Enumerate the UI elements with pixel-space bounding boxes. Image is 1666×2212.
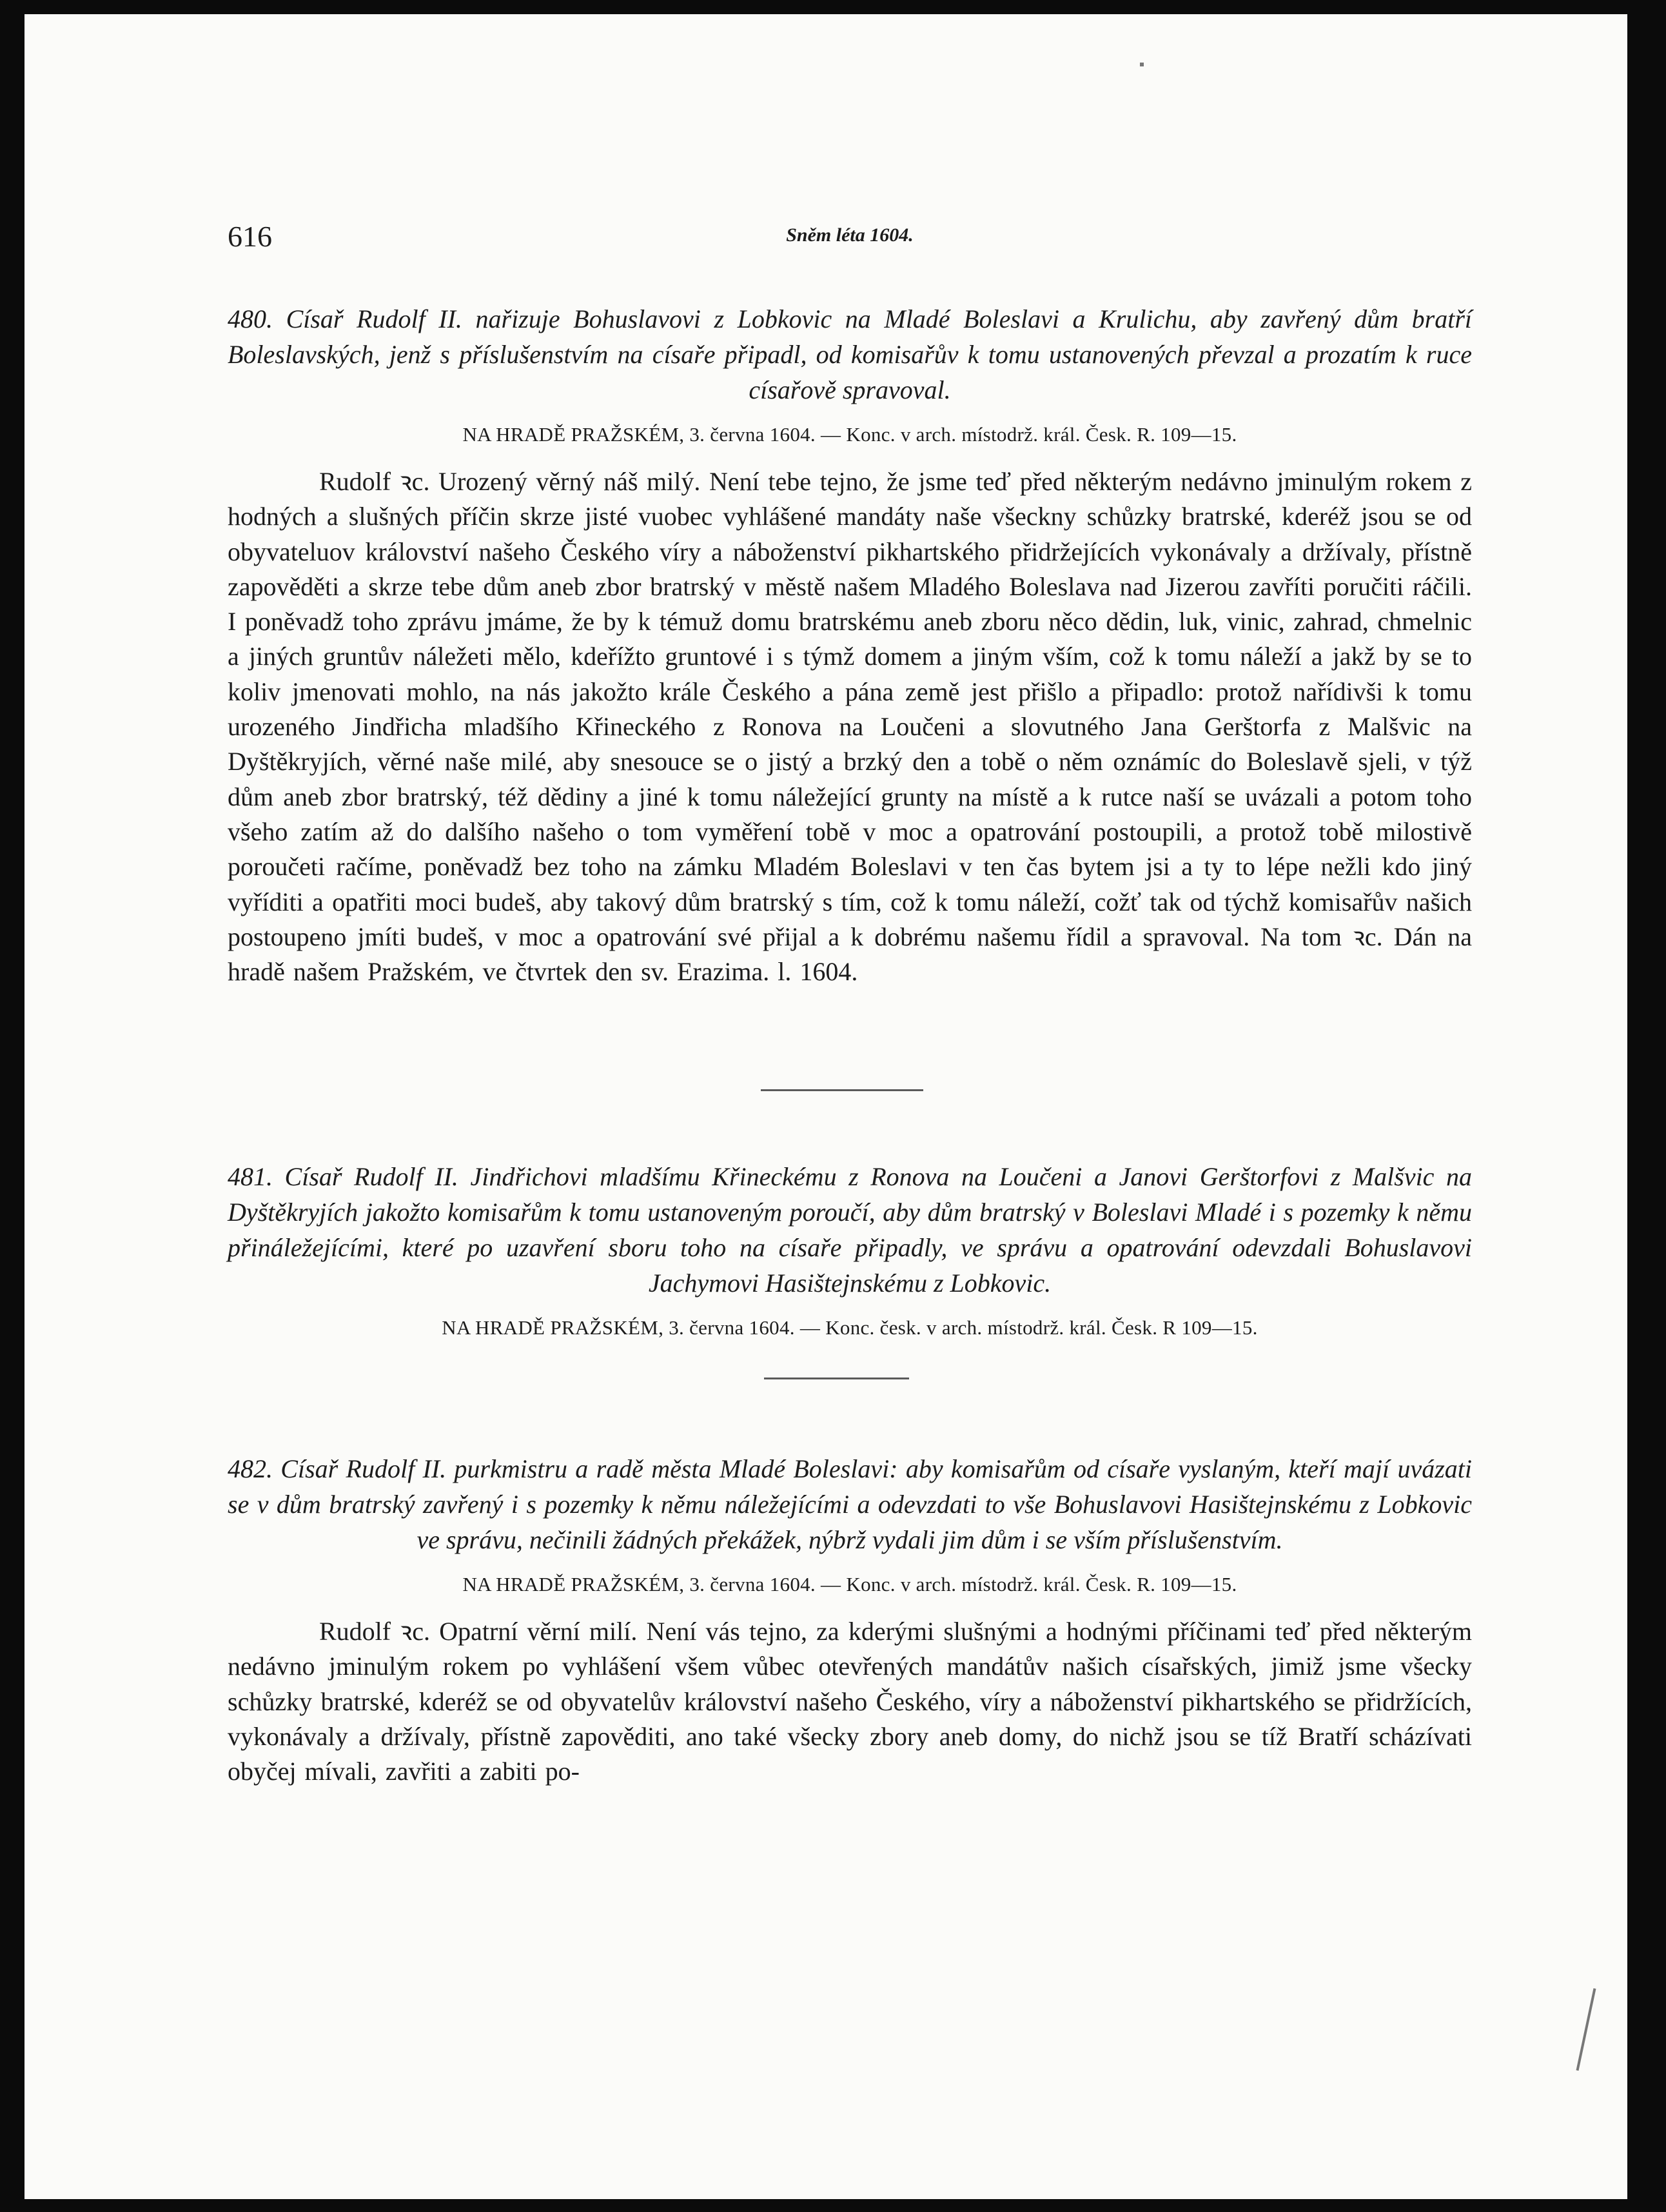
scan-mark (1576, 1988, 1596, 2071)
entry-482 (228, 1451, 1472, 1789)
section-separator (764, 1378, 909, 1379)
entry-480 (228, 301, 1472, 989)
page-number: 616 (228, 220, 272, 253)
document-page (24, 14, 1627, 2199)
entry-481 (228, 1159, 1472, 1341)
entry-body: Rudolf ꝛc. Opatrní věrní milí. Není vás tejno, za kderými slušnými a hodnými příčinami teď před některým nedávno jminulým rokem po vyhlášení všem vůbec otevřených mandátův našich císařských, jimiž jsme všecky schůzky bratrské, kderéž se od obyvatelův království našeho Českého, víry a náboženství pikhartského se přidržících, vykonávaly a držívaly, přístně zapověditi, ano také všecky zbory aneb domy, do nichž jsou se tíž Bratří scházívati obyčej mívali, zavřiti a zabiti po- (228, 1617, 1472, 1786)
running-title: Sněm léta 1604. (786, 224, 914, 246)
entry-body: Rudolf ꝛc. Urozený věrný náš milý. Není tebe tejno, že jsme teď před některým nedávno jminulým rokem z hodných a slušných příčin skrze jisté vuobec vyhlášené mandáty naše všeckny schůzky bratrské, kderéž jsou se od obyvateluov království našeho Českého víry a náboženství pikhartského přidržejících vykonávaly a držívaly, přístně zapověděti a skrze tebe dům aneb zbor bratrský v městě našem Mladého Boleslava nad Jizerou zavříti poručiti ráčili. I poněvadž toho zprávu jmáme, že by k témuž domu bratrskému aneb zboru něco dědin, luk, vinic, zahrad, chmelnic a jiných gruntův náležeti mělo, kdeřížto gruntové i s týmž domem a jiným vším, což k tomu náleží a jakž by se to koliv jmenovati mohlo, na nás jakožto krále Českého a pána země jest přišlo a připadlo: protož nařídivši k tomu urozeného Jindřicha mladšího Křineckého z Ronova na Loučeni a slovutného Jana Gerštorfa z Malšvic na Dyštěkryjích, věrné naše milé, aby snesouce se o jistý a brzký den a tobě o něm oznámíc do Boleslavě sjeli, v týž dům aneb zbor bratrský, též dědiny a jiné k tomu náležející grunty na místě a k rutce naší se uvázali a potom toho všeho zatím až do dalšího našeho o tom vyměření tobě v moc a opatrování postoupili, a protož tobě milostivě poroučeti račíme, poněvadž bez toho na zámku Mladém Boleslavi v ten čas bytem jsi a ty to lépe nežli kdo jiný vyříditi a opatřiti moci budeš, aby takový dům bratrský s tím, což k tomu náleží, cožť tak od týchž komisařův našich postoupeno jmíti budeš, v moc a opatrování své přijal a k dobrému našemu řídil a spravoval. Na tom ꝛc. Dán na hradě našem Pražském, ve čtvrtek den sv. Erazima. l. 1604. (228, 467, 1472, 987)
entry-source: NA HRADĚ PRAŽSKÉM, 3. června 1604. — Konc. v arch. místodrž. král. Česk. R. 109—15. (462, 1573, 1237, 1595)
entry-heading: 482. Císař Rudolf II. purkmistru a radě města Mladé Boleslavi: aby komisařům od císaře vyslaným, kteří mají uvázati se v dům bratrský zavřený i s pozemky k němu náležejícími a odevzdati to vše Bohuslavovi Hasištejnskému z Lobkovic ve správu, nečinili žádných překážek, nýbrž vydali jim dům i se vším příslušenstvím. (228, 1454, 1472, 1554)
section-separator (761, 1089, 923, 1091)
entry-source: NA HRADĚ PRAŽSKÉM, 3. června 1604. — Konc. v arch. místodrž. král. Česk. R. 109—15. (462, 423, 1237, 446)
scan-speck (1140, 63, 1144, 66)
entry-heading: 481. Císař Rudolf II. Jindřichovi mladšímu Křineckému z Ronova na Loučeni a Janovi Gerštorfovi z Malšvic na Dyštěkryjích jakožto komisařům k tomu ustanoveným poroučí, aby dům bratrský v Boleslavi Mladé i s pozemky k němu přináležejícími, které po uzavření sboru toho na císaře připadly, ve správu a opatrování odevzdali Bohuslavovi Jachymovi Hasištejnskému z Lobkovic. (228, 1162, 1472, 1298)
entry-source: NA HRADĚ PRAŽSKÉM, 3. června 1604. — Konc. česk. v arch. místodrž. král. Česk. R 109—15. (442, 1316, 1258, 1339)
entry-heading: 480. Císař Rudolf II. nařizuje Bohuslavovi z Lobkovic na Mladé Boleslavi a Krulichu, aby zavřený dům bratří Boleslavských, jenž s příslušenstvím na císaře připadl, od komisařův k tomu ustanovených převzal a prozatím k ruce císařově spravoval. (228, 304, 1472, 404)
page-header (228, 214, 1472, 259)
